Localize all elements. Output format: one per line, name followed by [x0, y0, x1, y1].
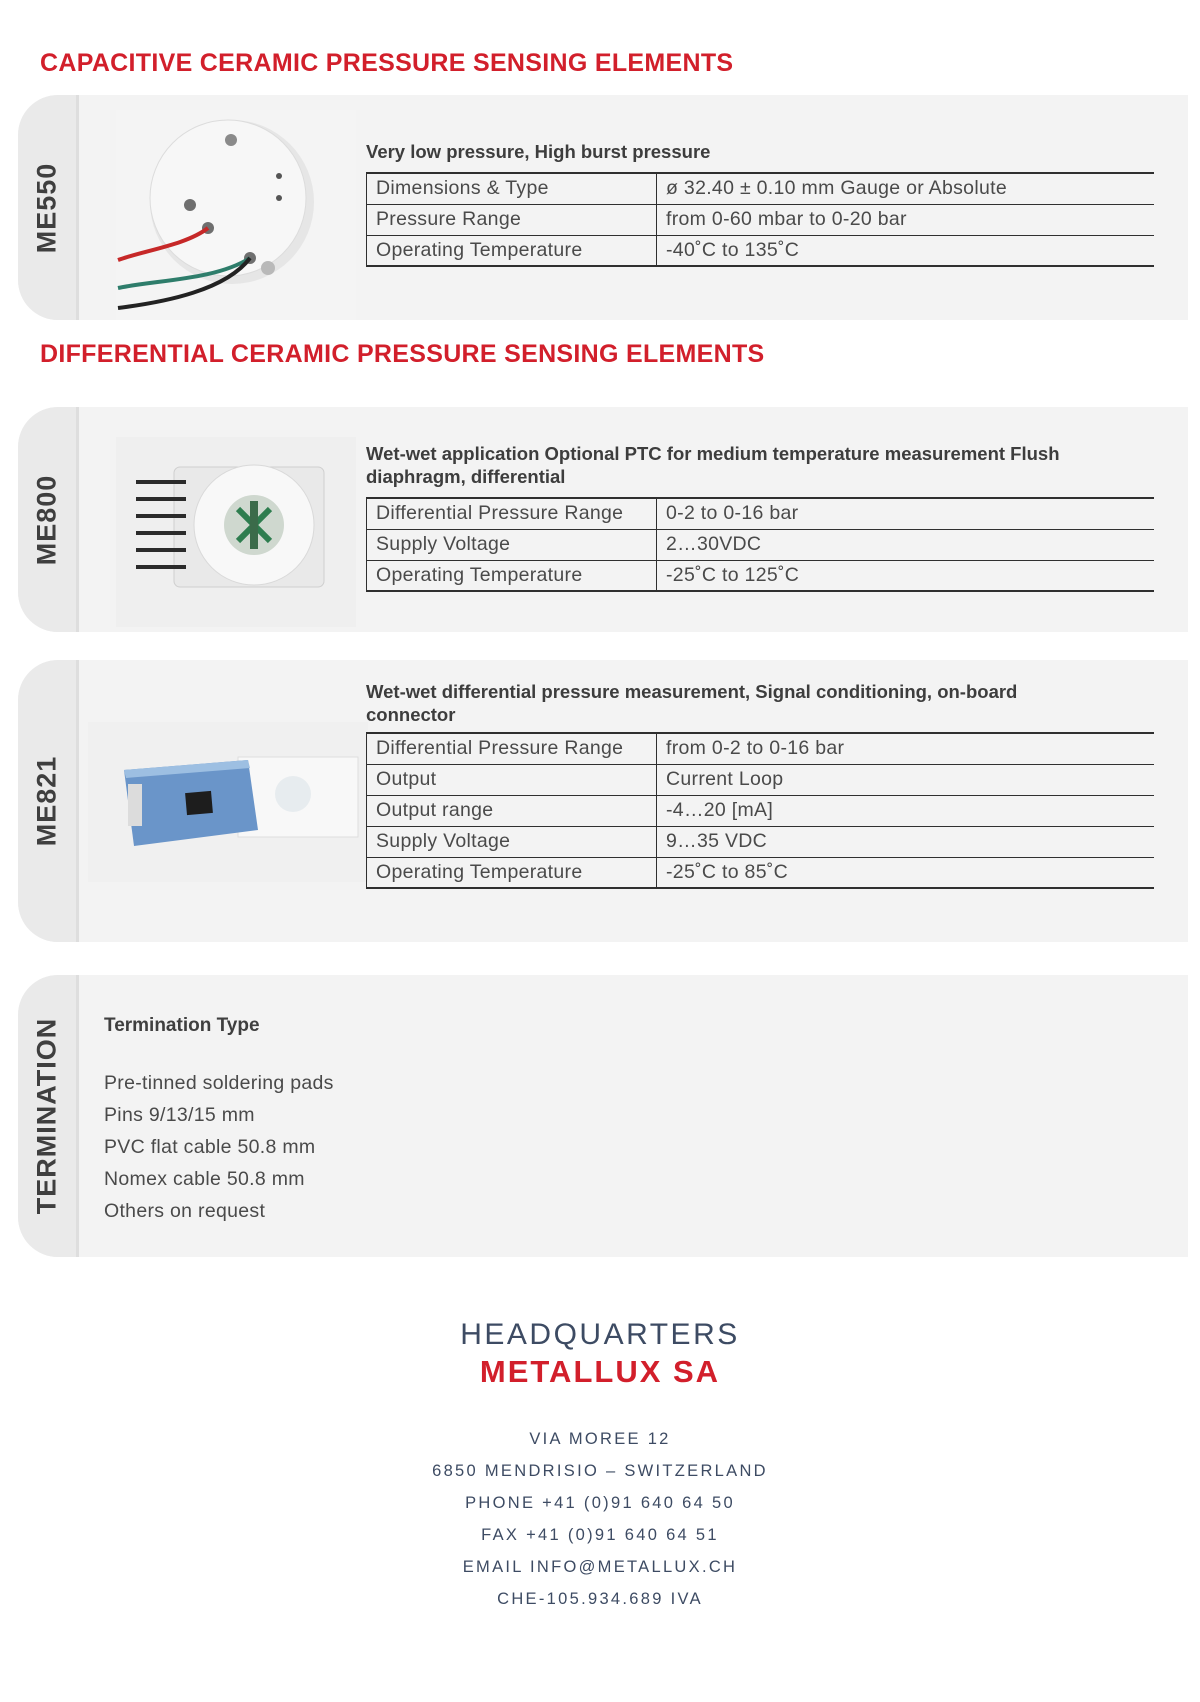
- spec-value: -40˚C to 135˚C: [657, 235, 1155, 266]
- spec-value: Current Loop: [657, 764, 1155, 795]
- termination-label: TERMINATION: [31, 1017, 62, 1215]
- product-panel-me800: [18, 407, 1188, 632]
- spec-value: -25˚C to 125˚C: [657, 560, 1155, 591]
- termination-tab: [18, 975, 79, 1257]
- list-item: Others on request: [104, 1200, 266, 1222]
- address-line: VIA MOREE 12: [529, 1430, 671, 1448]
- list-item: PVC flat cable 50.8 mm: [104, 1136, 316, 1158]
- spec-value: 9…35 VDC: [657, 826, 1155, 857]
- product-code: ME800: [31, 474, 62, 565]
- termination-panel: [18, 975, 1188, 1257]
- spec-table-me821: [366, 732, 1154, 889]
- spec-value: 2…30VDC: [657, 529, 1155, 560]
- product-tab: [18, 407, 79, 632]
- product-description: Very low pressure, High burst pressure: [366, 141, 711, 162]
- spec-value: from 0-60 mbar to 0-20 bar: [657, 204, 1155, 235]
- spec-label: Differential Pressure Range: [367, 498, 657, 529]
- spec-value: 0-2 to 0-16 bar: [657, 498, 1155, 529]
- vat-line: CHE-105.934.689 IVA: [497, 1590, 703, 1608]
- product-panel-me821: [18, 660, 1188, 942]
- fax-line: FAX +41 (0)91 640 64 51: [481, 1526, 719, 1544]
- table-row: [367, 560, 1155, 591]
- spec-value: -25˚C to 85˚C: [657, 857, 1155, 888]
- table-row: [367, 235, 1155, 266]
- company-address: [0, 1423, 1200, 1615]
- spec-label: Operating Temperature: [367, 235, 657, 266]
- me550-sensor-image: [116, 110, 356, 320]
- spec-table-me800: [366, 497, 1154, 592]
- product-description: Wet-wet differential pressure measurement, Signal conditioning, on-board connector: [366, 681, 1018, 725]
- table-row: [367, 173, 1155, 204]
- table-row: [367, 826, 1155, 857]
- spec-label: Output: [367, 764, 657, 795]
- list-item: Nomex cable 50.8 mm: [104, 1168, 305, 1190]
- table-row: [367, 204, 1155, 235]
- product-code: ME550: [31, 162, 62, 253]
- me800-sensor-image: [116, 437, 356, 627]
- spec-value: from 0-2 to 0-16 bar: [657, 733, 1155, 764]
- list-item: Pins 9/13/15 mm: [104, 1104, 255, 1126]
- spec-label: Differential Pressure Range: [367, 733, 657, 764]
- email-line: EMAIL INFO@METALLUX.CH: [462, 1558, 738, 1576]
- spec-value: -4…20 [mA]: [657, 795, 1155, 826]
- headquarters-heading: HEADQUARTERS: [460, 1318, 740, 1351]
- table-row: [367, 529, 1155, 560]
- spec-label: Operating Temperature: [367, 560, 657, 591]
- product-panel-me550: [18, 95, 1188, 320]
- spec-label: Dimensions & Type: [367, 173, 657, 204]
- differential-section-title: DIFFERENTIAL CERAMIC PRESSURE SENSING ELEMENTS: [40, 340, 765, 368]
- product-tab: [18, 660, 79, 942]
- address-line: 6850 MENDRISIO – SWITZERLAND: [432, 1462, 768, 1480]
- company-name: METALLUX SA: [479, 1354, 721, 1389]
- product-tab: [18, 95, 79, 320]
- termination-list: [104, 1072, 334, 1232]
- spec-label: Supply Voltage: [367, 529, 657, 560]
- table-row: [367, 764, 1155, 795]
- table-row: [367, 857, 1155, 888]
- termination-title: Termination Type: [104, 1015, 260, 1036]
- product-code: ME821: [31, 755, 62, 847]
- spec-label: Output range: [367, 795, 657, 826]
- spec-label: Supply Voltage: [367, 826, 657, 857]
- capacitive-section-title: CAPACITIVE CERAMIC PRESSURE SENSING ELEMENTS: [40, 49, 734, 77]
- spec-label: Pressure Range: [367, 204, 657, 235]
- phone-line: PHONE +41 (0)91 640 64 50: [465, 1494, 735, 1512]
- list-item: Pre-tinned soldering pads: [104, 1072, 334, 1094]
- product-description: Wet-wet application Optional PTC for medium temperature measurement Flush diaphragm, differential: [366, 443, 1060, 487]
- table-row: [367, 498, 1155, 529]
- spec-label: Operating Temperature: [367, 857, 657, 888]
- spec-table-me550: [366, 172, 1154, 267]
- me821-sensor-image: [88, 722, 368, 882]
- table-row: [367, 795, 1155, 826]
- spec-value: ø 32.40 ± 0.10 mm Gauge or Absolute: [657, 173, 1155, 204]
- table-row: [367, 733, 1155, 764]
